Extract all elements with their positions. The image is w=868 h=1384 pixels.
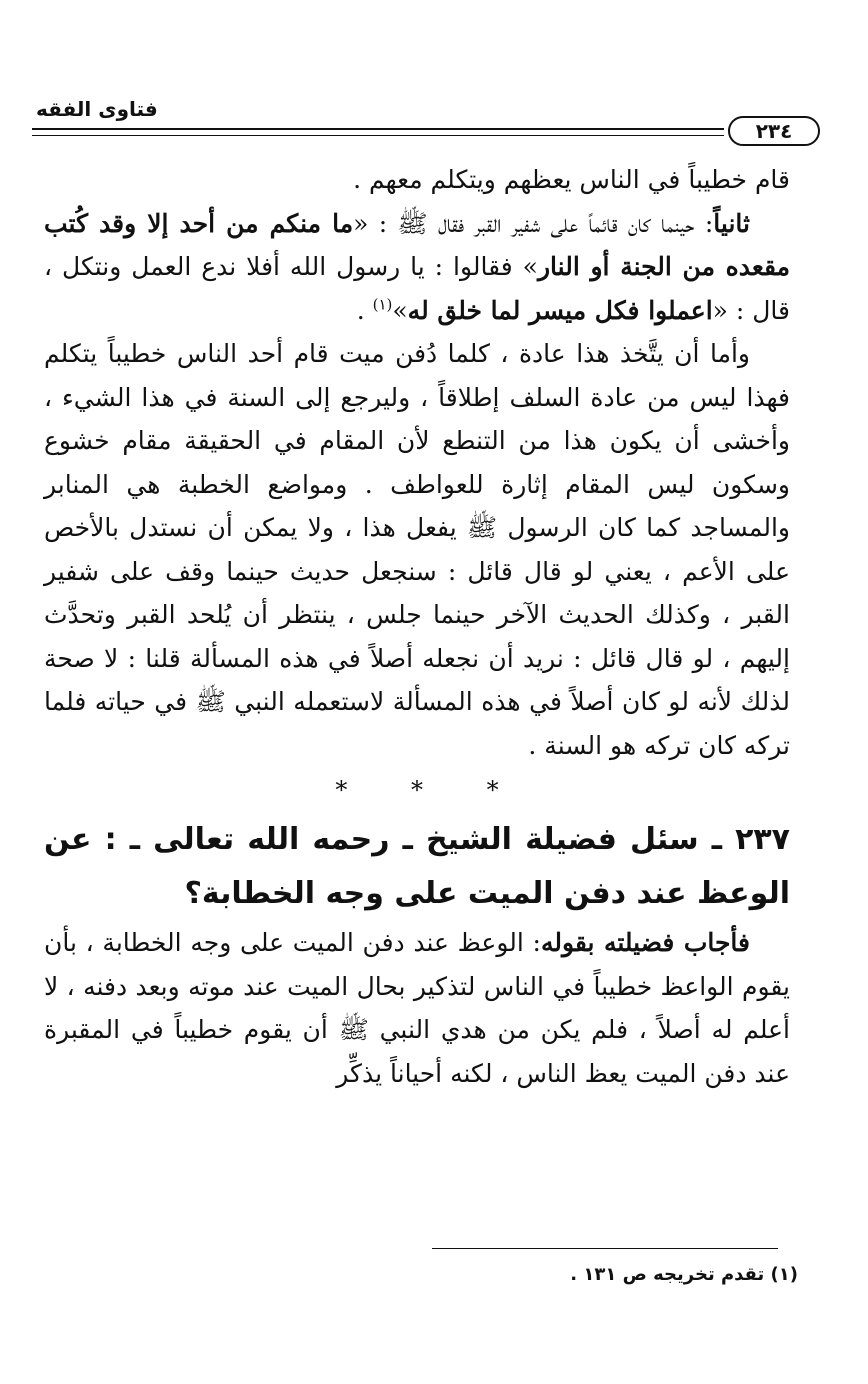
answer-label: فأجاب فضيلته بقوله xyxy=(540,928,750,957)
paragraph-2-label: ثانياً xyxy=(713,208,750,238)
footnote-reference: (١) xyxy=(372,295,393,314)
footnote: (١) تقدم تخريجه ص ١٣١ . xyxy=(570,1264,798,1285)
header-rule xyxy=(32,128,724,136)
hadith-quote-1: ما منكم من أحد إلا وقد كُتب مقعده من الجنة أو النار xyxy=(44,208,790,281)
page-number: ٢٣٤ xyxy=(728,116,820,146)
paragraph-2 xyxy=(44,202,790,333)
footnote-rule xyxy=(432,1248,778,1249)
hadith-quote-2: اعملوا فكل ميسر لما خلق له xyxy=(407,295,713,325)
paragraph-2-text: : حينما كان قائماً على شفير القبر فقال ﷺ : « xyxy=(353,208,714,238)
answer-paragraph xyxy=(44,921,790,1095)
paragraph-2-text-3: » xyxy=(392,295,408,325)
question-heading: ٢٣٧ ـ سئل فضيلة الشيخ ـ رحمه الله تعالى ـ : عن الوعظ عند دفن الميت على وجه الخطابة؟ xyxy=(44,822,790,911)
paragraph-3: وأما أن يتَّخذ هذا عادة ، كلما دُفن ميت قام أحد الناس خطيباً يتكلم فهذا ليس من عادة السلف إطلاقاً ، وليرجع إلى السنة في هذا الشيء ، وأخشى أن يكون هذا من التنطع لأن المقام في الحقيقة مقام خشوع وسكون ليس المقام إثارة للعواطف . ومواضع الخطبة هي المنابر والمساجد كما كان الرسول ﷺ يفعل هذا ، ولا يمكن أن نستدل بالأخص على الأعم ، يعني لو قال قائل : سنجعل حديث حينما وقف على شفير القبر ، وكذلك الحديث الآخر حينما جلس ، ينتظر أن يُلحد القبر وتحدَّث إليهم ، لو قال قائل : نريد أن نجعله أصلاً في هذه المسألة قلنا : لا صحة لذلك لأنه لو كان أصلاً في هذه المسألة لاستعمله النبي ﷺ في حياته فلما تركه كان تركه هو السنة . xyxy=(44,339,790,760)
main-text xyxy=(44,158,790,1095)
section-separator: * * * xyxy=(335,776,527,804)
running-header xyxy=(28,96,820,152)
answer-text: : الوعظ عند دفن الميت على وجه الخطابة ، بأن يقوم الواعظ خطيباً في الناس لتذكير بحال الميت عند موته وبعد دفنه ، لا أعلم له أصلاً ، فلم يكن من هدي النبي ﷺ أن يقوم خطيباً في المقبرة عند دفن الميت يعظ الناس ، لكنه أحياناً يذكِّر xyxy=(44,928,790,1088)
paragraph-2-end: . xyxy=(356,295,373,325)
paragraph-2-text-2: » فقالوا : يا رسول الله أفلا ندع العمل ونتكل ، قال : « xyxy=(44,252,790,325)
book-title: فتاوى الفقه xyxy=(36,97,158,121)
paragraph-1: قام خطيباً في الناس يعظهم ويتكلم معهم . xyxy=(353,165,790,194)
